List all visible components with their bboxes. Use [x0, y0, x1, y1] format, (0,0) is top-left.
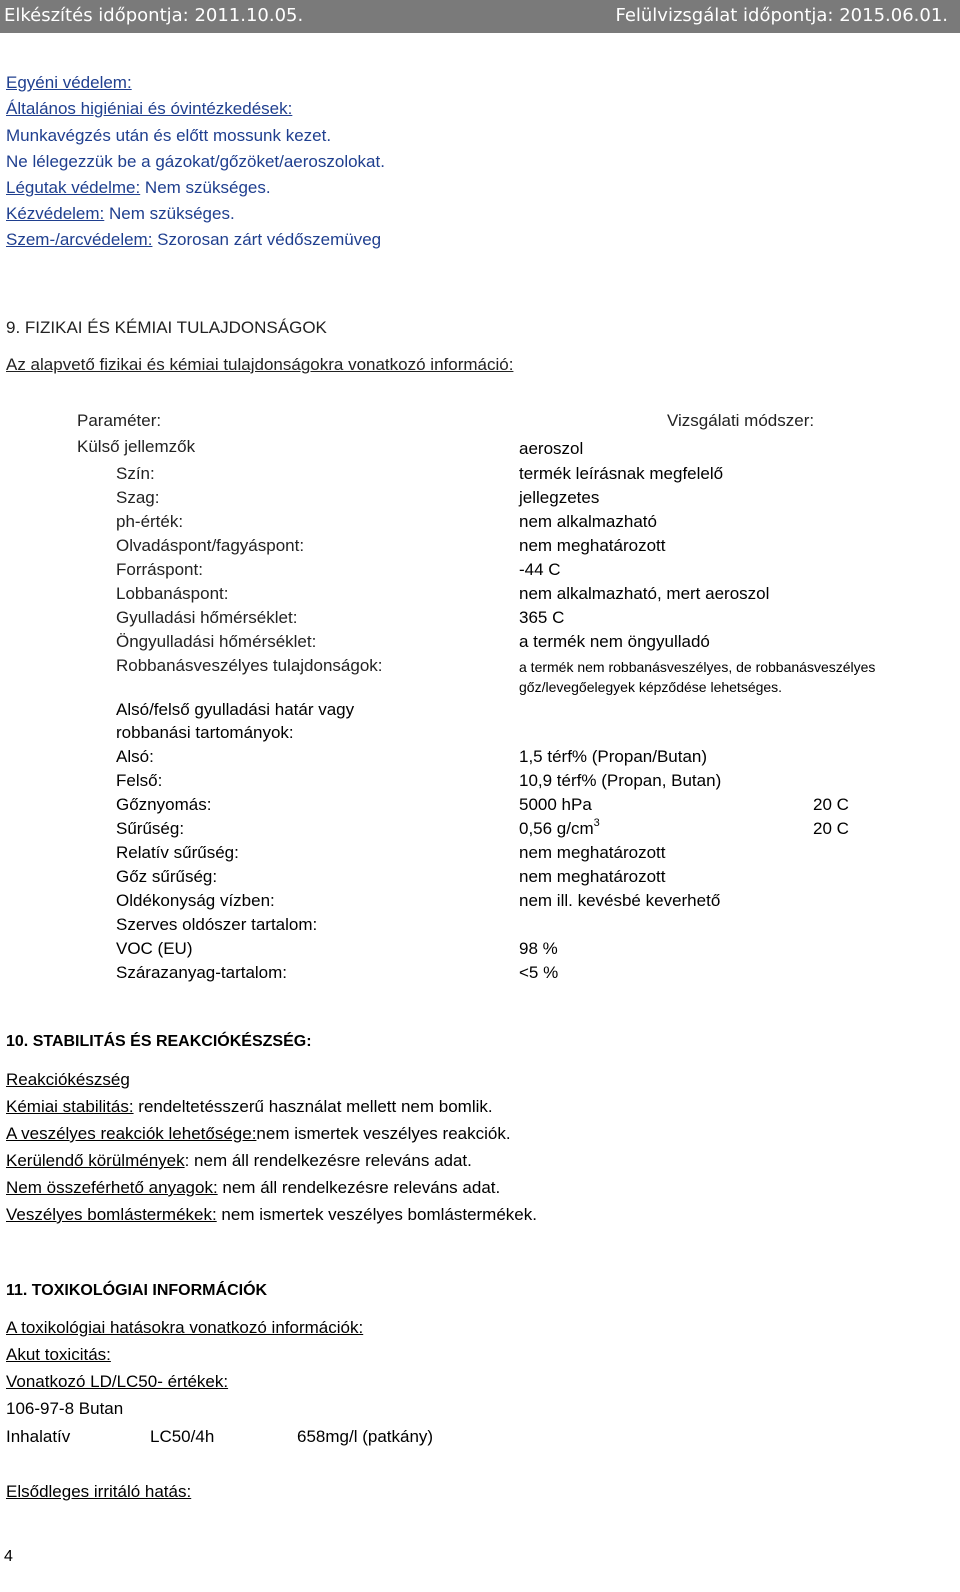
ld-lc50-values: Vonatkozó LD/LC50- értékek:: [6, 1372, 229, 1391]
property-value: nem ill. kevésbé keverhető: [519, 891, 721, 910]
hygiene-line-1: Munkavégzés után és előtt mossunk kezet.: [6, 126, 332, 145]
explosive-value-line1: a termék nem robbanásveszélyes, de robbanásveszélyes: [519, 659, 876, 675]
decomposition-products: [6, 1205, 537, 1225]
section9-subtitle: Az alapvető fizikai és kémiai tulajdonságokra vonatkozó információ:: [6, 355, 514, 374]
property-value: nem alkalmazható, mert aeroszol: [519, 584, 770, 603]
property-label: Szag:: [116, 488, 160, 507]
incompat-value: nem áll rendelkezésre releváns adat.: [217, 1178, 501, 1197]
hand-label: Kézvédelem:: [6, 204, 105, 223]
incompat-label: Nem összeférhető anyagok:: [6, 1178, 218, 1197]
property-label: ph-érték:: [116, 512, 184, 531]
density-label: Sűrűség:: [116, 819, 185, 838]
property-value: termék leírásnak megfelelő: [519, 464, 724, 483]
property-value: nem alkalmazható: [519, 512, 657, 531]
primary-irritation: Elsődleges irritáló hatás:: [6, 1482, 192, 1501]
appearance-label: Külső jellemzők: [77, 437, 196, 456]
stability-value: rendeltetésszerű használat mellett nem bomlik.: [133, 1097, 493, 1116]
incompatible-materials: [6, 1178, 500, 1198]
property-value: -44 C: [519, 560, 561, 579]
decomp-label: Veszélyes bomlástermékek:: [6, 1205, 217, 1224]
exposure-route: Inhalatív: [6, 1427, 71, 1446]
hazard-value: nem ismertek veszélyes reakciók.: [256, 1124, 511, 1143]
property-value: 365 C: [519, 608, 565, 627]
section10-title: 10. STABILITÁS ÉS REAKCIÓKÉSZSÉG:: [6, 1033, 312, 1050]
property-label: Relatív sűrűség:: [116, 843, 239, 862]
property-value: nem meghatározott: [519, 867, 666, 886]
density-number: 0,56 g/cm: [519, 819, 594, 838]
density-value: [519, 819, 600, 839]
acute-toxicity: Akut toxicitás:: [6, 1345, 111, 1364]
appearance-value: aeroszol: [519, 439, 584, 458]
limits-label-line2: robbanási tartományok:: [116, 723, 294, 742]
property-label: Forráspont:: [116, 560, 203, 579]
property-label: Öngyulladási hőmérséklet:: [116, 632, 317, 651]
toxicology-info: A toxikológiai hatásokra vonatkozó információk:: [6, 1318, 364, 1337]
property-label: Gőz sűrűség:: [116, 867, 218, 886]
avoid-value: : nem áll rendelkezésre releváns adat.: [184, 1151, 472, 1170]
property-value: nem meghatározott: [519, 843, 666, 862]
density-temp: 20 C: [813, 819, 849, 838]
eye-protection: [6, 230, 381, 250]
property-value: a termék nem öngyulladó: [519, 632, 710, 651]
section11-title: 11. TOXIKOLÓGIAI INFORMÁCIÓK: [6, 1282, 268, 1299]
hygiene-title: Általános higiéniai és óvintézkedések:: [6, 99, 293, 118]
conditions-to-avoid: [6, 1151, 472, 1171]
vapor-pressure-value: 5000 hPa: [519, 795, 592, 814]
hazard-label: A veszélyes reakciók lehetősége:: [6, 1124, 257, 1143]
property-label: Szín:: [116, 464, 155, 483]
chemical-stability: [6, 1097, 493, 1117]
stability-label: Kémiai stabilitás:: [6, 1097, 134, 1116]
explosive-label: Robbanásveszélyes tulajdonságok:: [116, 656, 383, 675]
explosive-value-line2: gőz/levegőelegyek képződése lehetséges.: [519, 679, 783, 695]
solids-label: Szárazanyag-tartalom:: [116, 963, 288, 982]
property-label: Lobbanáspont:: [116, 584, 229, 603]
reactivity-title: Reakciókészség: [6, 1070, 130, 1089]
toxicity-result: 658mg/l (patkány): [297, 1427, 434, 1446]
hand-value: Nem szükséges.: [104, 204, 235, 223]
personal-protection-title: Egyéni védelem:: [6, 73, 132, 92]
decomp-value: nem ismertek veszélyes bomlástermékek.: [216, 1205, 537, 1224]
eye-value: Szorosan zárt védőszemüveg: [152, 230, 382, 249]
property-label: Gyulladási hőmérséklet:: [116, 608, 298, 627]
eye-label: Szem-/arcvédelem:: [6, 230, 153, 249]
hygiene-line-2: Ne lélegezzük be a gázokat/gőzöket/aeroszolokat.: [6, 152, 385, 171]
upper-limit-value: 10,9 térf% (Propan, Butan): [519, 771, 722, 790]
vapor-pressure-label: Gőznyomás:: [116, 795, 212, 814]
property-label: Oldékonyság vízben:: [116, 891, 275, 910]
solids-value: <5 %: [519, 963, 559, 982]
toxicity-metric: LC50/4h: [150, 1427, 215, 1446]
hazardous-reactions: [6, 1124, 511, 1144]
solvent-label: Szerves oldószer tartalom:: [116, 915, 318, 934]
property-value: jellegzetes: [519, 488, 600, 507]
section9-title: 9. FIZIKAI ÉS KÉMIAI TULAJDONSÁGOK: [6, 318, 327, 337]
density-superscript: 3: [593, 817, 600, 829]
hand-protection: [6, 204, 235, 224]
limits-label-line1: Alsó/felső gyulladási határ vagy: [116, 700, 355, 719]
param-header: Paraméter:: [77, 411, 162, 430]
respiratory-protection: [6, 178, 271, 198]
revised-date: Felülvizsgálat időpontja: 2015.06.01.: [615, 5, 948, 26]
substance-id: 106-97-8 Butan: [6, 1399, 124, 1418]
voc-label: VOC (EU): [116, 939, 193, 958]
respiratory-value: Nem szükséges.: [140, 178, 271, 197]
respiratory-label: Légutak védelme:: [6, 178, 141, 197]
upper-limit-label: Felső:: [116, 771, 163, 790]
page-number: 4: [4, 1548, 13, 1565]
voc-value: 98 %: [519, 939, 558, 958]
property-value: nem meghatározott: [519, 536, 666, 555]
avoid-label: Kerülendő körülmények: [6, 1151, 185, 1170]
prepared-date: Elkészítés időpontja: 2011.10.05.: [4, 5, 304, 26]
vapor-pressure-temp: 20 C: [813, 795, 849, 814]
lower-limit-label: Alsó:: [116, 747, 154, 766]
property-label: Olvadáspont/fagyáspont:: [116, 536, 305, 555]
page-header-bar: [0, 0, 960, 33]
lower-limit-value: 1,5 térf% (Propan/Butan): [519, 747, 708, 766]
method-header: Vizsgálati módszer:: [667, 411, 815, 430]
